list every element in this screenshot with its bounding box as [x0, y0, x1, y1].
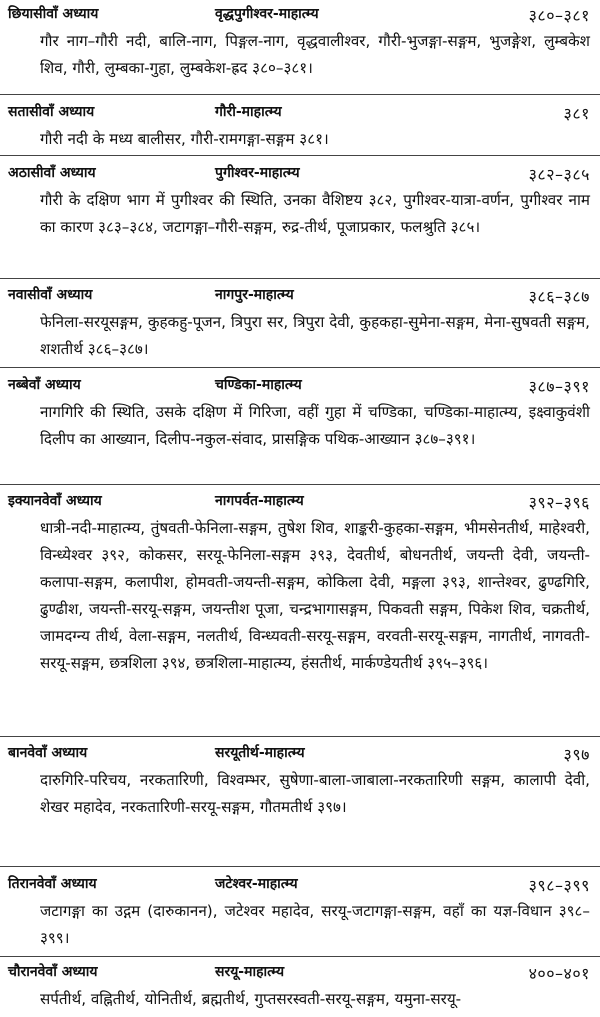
- page-range: ३८२–३८५: [528, 165, 590, 184]
- page-range: ४००–४०१: [528, 964, 590, 983]
- chapter-number: नवासीवाँ अध्याय: [8, 287, 93, 303]
- chapter-summary: दारुगिरि-परिचय, नरकतारिणी, विश्वम्भर, सुषेणा-बाला-जाबाला-नरकतारिणी सङ्गम, कालापी देवी, शेखर महादेव, नरकतारिणी-सरयू-सङ्गम, गौतमतीर्थ ३९७।: [40, 771, 590, 816]
- chapter-number: सतासीवाँ अध्याय: [8, 104, 95, 120]
- chapter-number: इक्यानवेवाँ अध्याय: [8, 493, 102, 509]
- divider: [0, 155, 600, 156]
- chapter-entry-86: [0, 4, 600, 82]
- chapter-number: अठासीवाँ अध्याय: [8, 165, 96, 181]
- chapter-title: पुगीश्वर-माहात्म्य: [215, 165, 300, 181]
- chapter-summary: गौरी के दक्षिण भाग में पुगीश्वर की स्थिति, उनका वैशिष्टय ३८२, पुगीश्वर-यात्रा-वर्णन, पुगीश्वर नाम का कारण ३८३–३८४, जटागङ्गा–गौरी-सङ्गम, रुद्र-तीर्थ, पूजाप्रकार, फलश्रुति ३८५।: [40, 191, 590, 236]
- chapter-header: [0, 743, 600, 767]
- chapter-summary: सर्पतीर्थ, वह्नितीर्थ, योनितीर्थ, ब्रह्मतीर्थ, गुप्तसरस्वती-सरयू-सङ्गम, यमुना-सरयू-: [40, 990, 462, 1008]
- page-range: ३८६–३८७: [528, 287, 590, 306]
- divider: [0, 956, 600, 957]
- chapter-entry-87: [0, 102, 600, 153]
- page-range: ३९८–३९९: [528, 876, 590, 895]
- page-range: ३८७–३९१: [528, 377, 590, 396]
- chapter-entry-88: [0, 163, 600, 241]
- chapter-header: [0, 962, 600, 986]
- chapter-header: [0, 102, 600, 126]
- chapter-entry-94: [0, 962, 600, 1013]
- chapter-title: सरयू-माहात्म्य: [215, 964, 285, 980]
- chapter-entry-92: [0, 743, 600, 821]
- chapter-header: [0, 874, 600, 898]
- divider: [0, 736, 600, 737]
- chapter-title: नागपुर-माहात्म्य: [215, 287, 294, 303]
- chapter-entry-89: [0, 285, 600, 363]
- chapter-header: [0, 4, 600, 28]
- chapter-entry-90: [0, 375, 600, 453]
- chapter-title: चण्डिका-माहात्म्य: [215, 377, 302, 393]
- chapter-number: चौरानवेवाँ अध्याय: [8, 964, 98, 980]
- chapter-number: तिरानवेवाँ अध्याय: [8, 876, 97, 892]
- chapter-header: [0, 285, 600, 309]
- page-range: ३८१: [563, 104, 590, 123]
- chapter-title: जटेश्वर-माहात्म्य: [215, 876, 298, 892]
- chapter-summary: गौरी नदी के मध्य बालीसर, गौरी-रामगङ्गा-सङ्गम ३८१।: [40, 130, 329, 148]
- chapter-entry-93: [0, 874, 600, 952]
- chapter-title: वृद्धपुगीश्वर-माहात्म्य: [215, 6, 319, 22]
- chapter-header: [0, 163, 600, 187]
- divider: [0, 367, 600, 368]
- chapter-summary: जटागङ्गा का उद्गम (दारुकानन), जटेश्वर महादेव, सरयू-जटागङ्गा-सङ्गम, वहाँ का यज्ञ-विधान ३९८–३९९।: [40, 902, 590, 947]
- chapter-summary: गौर नाग–गौरी नदी, बालि-नाग, पिङ्गल-नाग, वृद्धवालीश्वर, गौरी-भुजङ्गा-सङ्गम, भुजङ्गेश, लुम्बकेश शिव, गौरी, लुम्बका-गुहा, लुम्बकेश-ह्रद ३८०–३८१।: [40, 32, 590, 77]
- chapter-entry-91: [0, 491, 600, 677]
- chapter-summary: धात्री-नदी-माहात्म्य, तुंषवती-फेनिला-सङ्गम, तुषेश शिव, शाङ्करी-कुहका-सङ्गम, भीमसेनतीर्थ, माहेश्वरी, विन्ध्येश्वर ३९२, कोकसर, सरयू-फेनिला-सङ्गम ३९३, देवतीर्थ, बोधनतीर्थ, जयन्ती देवी, जयन्ती-कलापा-सङ्गम, कलापीश, होमवती-जयन्ती-सङ्गम, कोकिला देवी, मङ्गला ३९३, शान्तेश्वर, ढुण्ढगिरि, ढुण्ढीश, जयन्ती-सरयू-सङ्गम, जयन्तीश पूजा, चन्द्रभागासङ्गम, पिकवती सङ्गम, पिकेश शिव, चक्रतीर्थ, जामदग्न्य तीर्थ, वेला-सङ्गम, नलतीर्थ, विन्ध्यवती-सरयू-सङ्गम, वरवती-सरयू-सङ्गम, नागतीर्थ, नागवती-सरयू-सङ्गम, छत्रशिला ३९४, छत्रशिला-माहात्म्य, हंसतीर्थ, मार्कण्डेयतीर्थ ३९५–३९६।: [40, 519, 590, 672]
- chapter-summary: फेनिला-सरयूसङ्गम, कुहकहु-पूजन, त्रिपुरा सर, त्रिपुरा देवी, कुहकहा-सुमेना-सङ्गम, मेना-सुषवती सङ्गम, शशतीर्थ ३८६–३८७।: [40, 313, 590, 358]
- chapter-header: [0, 491, 600, 515]
- page-range: ३९२–३९६: [528, 493, 590, 512]
- chapter-number: छियासीवाँ अध्याय: [8, 6, 99, 22]
- chapter-header: [0, 375, 600, 399]
- divider: [0, 866, 600, 867]
- divider: [0, 278, 600, 279]
- page-range: ३८०–३८१: [528, 6, 590, 25]
- divider: [0, 94, 600, 95]
- divider: [0, 484, 600, 485]
- chapter-title: गौरी-माहात्म्य: [215, 104, 282, 120]
- chapter-summary: नागगिरि की स्थिति, उसके दक्षिण में गिरिजा, वहीं गुहा में चण्डिका, चण्डिका-माहात्म्य, इक्ष्वाकुवंशी दिलीप का आख्यान, दिलीप-नकुल-संवाद, प्रासङ्गिक पथिक-आख्यान ३८७–३९१।: [40, 403, 590, 448]
- chapter-title: सरयूतीर्थ-माहात्म्य: [215, 745, 305, 761]
- page-range: ३९७: [563, 745, 590, 764]
- chapter-title: नागपर्वत-माहात्म्य: [215, 493, 304, 509]
- chapter-number: नब्बेवाँ अध्याय: [8, 377, 81, 393]
- chapter-number: बानवेवाँ अध्याय: [8, 745, 88, 761]
